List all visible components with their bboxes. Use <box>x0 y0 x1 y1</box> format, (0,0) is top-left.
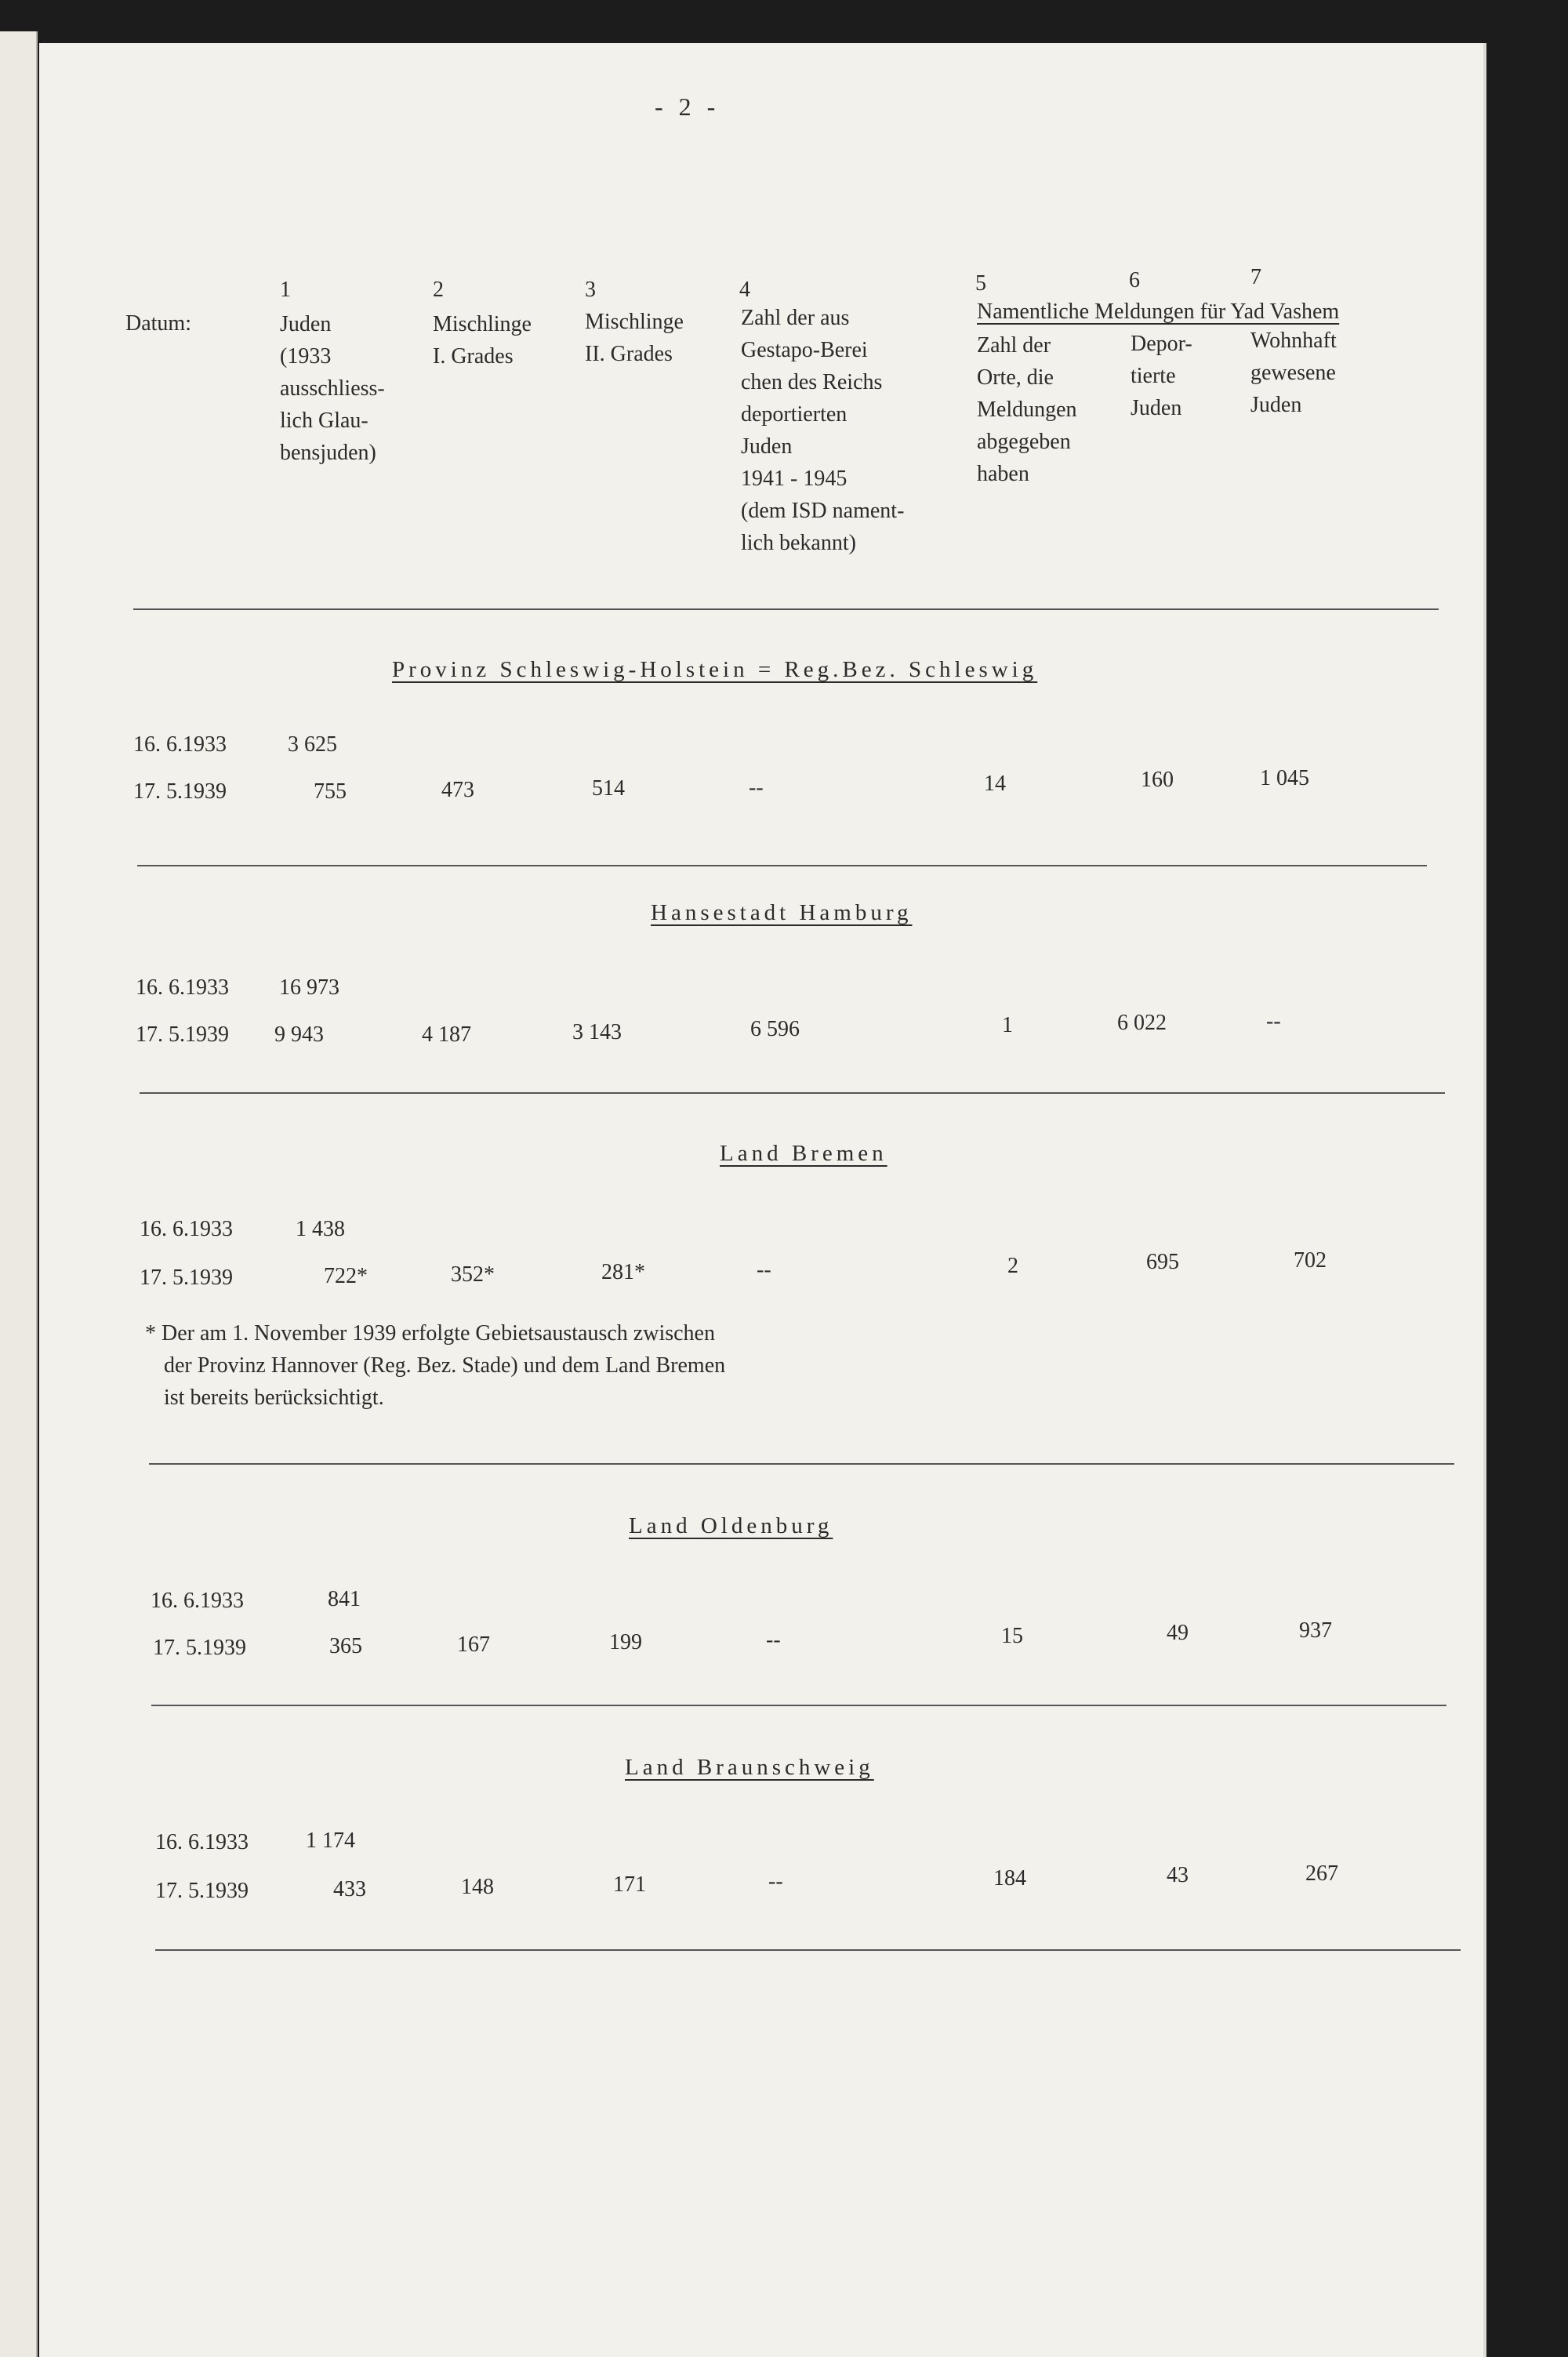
row-value: 1 <box>1002 1013 1013 1037</box>
row-value: 6 022 <box>1117 1011 1167 1035</box>
row-date: 16. 6.1933 <box>133 732 227 757</box>
row-value: 841 <box>328 1587 361 1611</box>
row-value: 9 943 <box>274 1022 324 1047</box>
previous-page-edge <box>0 31 38 2357</box>
row-value: 6 596 <box>750 1017 800 1041</box>
row-value: 3 143 <box>572 1020 622 1044</box>
section-rule <box>140 1092 1445 1094</box>
row-value: 1 174 <box>306 1829 355 1853</box>
row-date: 16. 6.1933 <box>136 975 229 1000</box>
row-value: 49 <box>1167 1621 1189 1645</box>
section-title-bremen: Land Bremen <box>720 1141 887 1166</box>
col1-header: Juden (1933 ausschliess- lich Glau- bensjuden) <box>280 312 385 465</box>
row-value: 14 <box>984 772 1006 796</box>
row-value: 433 <box>333 1877 366 1901</box>
col-number-6: 6 <box>1129 268 1140 292</box>
col7-header: Wohnhaft gewesene Juden <box>1250 329 1337 417</box>
row-date: 17. 5.1939 <box>153 1636 246 1660</box>
col2-header: Mischlinge I. Grades <box>433 312 532 369</box>
col-number-4: 4 <box>739 278 750 302</box>
row-value: 3 625 <box>288 732 337 757</box>
section-rule <box>155 1949 1461 1951</box>
row-value: 148 <box>461 1875 494 1899</box>
row-date: 17. 5.1939 <box>133 779 227 804</box>
row-value: 352* <box>451 1262 495 1287</box>
row-value: 365 <box>329 1634 362 1658</box>
row-value: 2 <box>1007 1254 1018 1278</box>
row-date: 16. 6.1933 <box>140 1217 233 1241</box>
section-title-schleswig-holstein: Provinz Schleswig-Holstein = Reg.Bez. Schleswig <box>392 657 1038 682</box>
row-value: 160 <box>1141 768 1174 792</box>
section-rule <box>151 1705 1446 1706</box>
row-date: 17. 5.1939 <box>155 1879 249 1903</box>
col-number-5: 5 <box>975 271 986 296</box>
row-value: 184 <box>993 1866 1026 1890</box>
row-value: 722* <box>324 1264 368 1288</box>
row-value: 15 <box>1001 1624 1023 1648</box>
section-title-oldenburg: Land Oldenburg <box>629 1513 833 1538</box>
col6-header: Depor- tierte Juden <box>1131 332 1192 420</box>
col4-header: Zahl der aus Gestapo-Berei chen des Reichs deportierten Juden 1941 - 1945 (dem ISD nament- lich bekannt) <box>741 306 905 555</box>
row-value: -- <box>1266 1009 1281 1033</box>
row-value: 199 <box>609 1630 642 1654</box>
row-value: 514 <box>592 776 625 801</box>
col3-header: Mischlinge II. Grades <box>585 310 684 366</box>
row-value: 267 <box>1305 1861 1338 1886</box>
row-value: 167 <box>457 1632 490 1657</box>
row-date: 16. 6.1933 <box>155 1830 249 1854</box>
row-value: -- <box>768 1869 783 1894</box>
col-number-2: 2 <box>433 278 444 302</box>
row-value: -- <box>749 775 764 800</box>
row-value: 937 <box>1299 1618 1332 1643</box>
row-value: 281* <box>601 1260 645 1284</box>
row-value: 1 045 <box>1260 766 1309 790</box>
row-value: -- <box>757 1258 771 1282</box>
row-value: 702 <box>1294 1248 1327 1273</box>
row-value: 171 <box>613 1872 646 1897</box>
row-value: -- <box>766 1628 781 1652</box>
yad-vashem-group-title: Namentliche Meldungen für Yad Vashem <box>977 300 1340 324</box>
row-value: 695 <box>1146 1250 1179 1274</box>
row-value: 4 187 <box>422 1022 471 1047</box>
row-date: 16. 6.1933 <box>151 1589 244 1613</box>
col-number-1: 1 <box>280 278 291 302</box>
section-title-braunschweig: Land Braunschweig <box>625 1755 874 1780</box>
row-value: 43 <box>1167 1863 1189 1887</box>
section-title-hamburg: Hansestadt Hamburg <box>651 900 913 925</box>
row-value: 1 438 <box>296 1217 345 1241</box>
row-value: 16 973 <box>279 975 339 1000</box>
section-rule <box>149 1463 1454 1465</box>
row-value: 473 <box>441 778 474 802</box>
datum-label: Datum: <box>125 311 191 336</box>
footnote: * Der am 1. November 1939 erfolgte Gebietsaustausch zwischen der Provinz Hannover (Reg. Bez. Stade) und dem Land Bremen ist bereits berücksichtigt. <box>145 1321 726 1410</box>
page-number: - 2 - <box>655 93 720 121</box>
row-value: 755 <box>314 779 347 804</box>
row-date: 17. 5.1939 <box>136 1022 229 1047</box>
header-rule <box>133 608 1439 610</box>
col5-header: Zahl der Orte, die Meldungen abgegeben haben <box>977 333 1077 486</box>
col-number-7: 7 <box>1250 265 1261 289</box>
col-number-3: 3 <box>585 278 596 302</box>
row-date: 17. 5.1939 <box>140 1266 233 1290</box>
section-rule <box>137 865 1427 866</box>
